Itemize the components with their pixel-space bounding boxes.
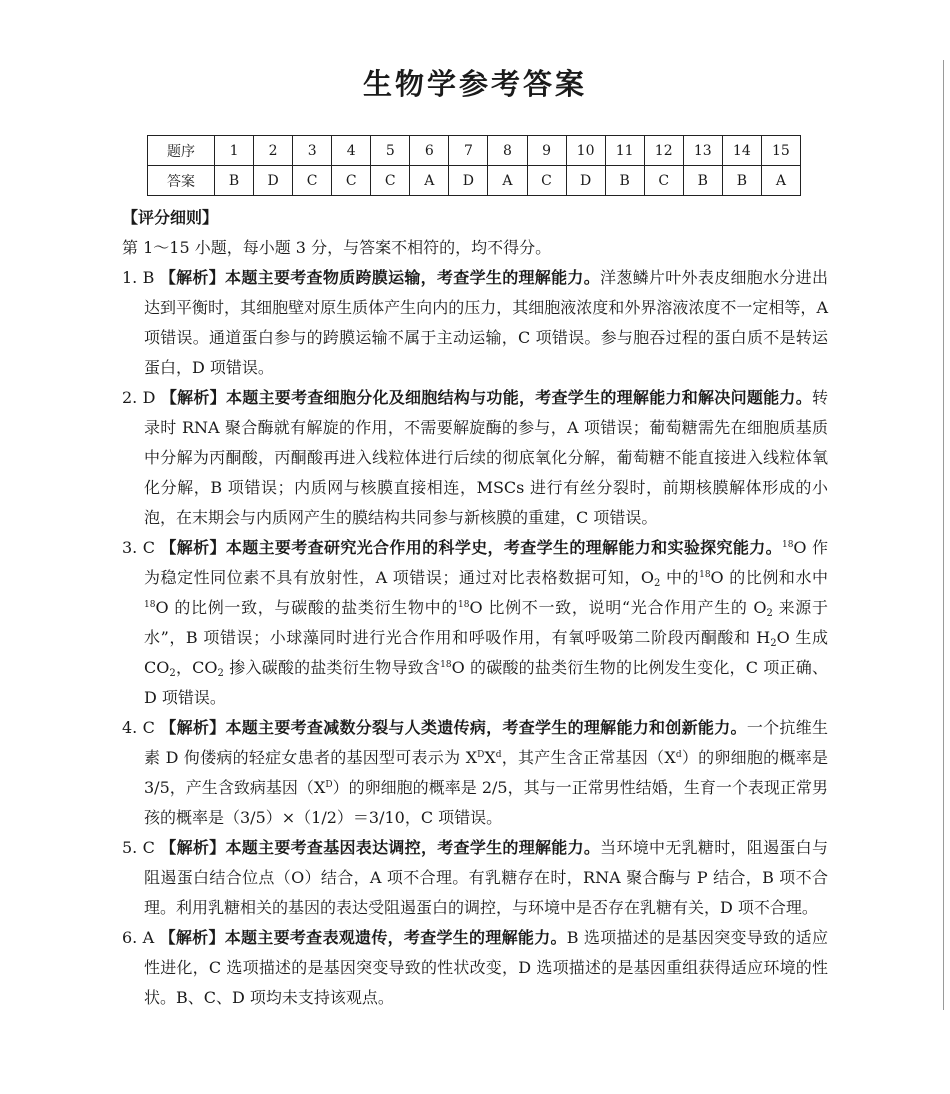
explanation-body: 洋葱鳞片叶外表皮细胞水分进出达到平衡时，其细胞壁对原生质体产生向内的压力，其细胞液浓度和外界溶液浓度不一定相等，A 项错误。通道蛋白参与的跨膜运输不属于主动运输，C 项错误。参与胞吞过程的蛋白质不是转运蛋白，D 项错误。 <box>144 268 828 377</box>
explanation-text: 作为稳定性同位素不具有放射性，A 项错误；通过对比表格数据可知，O <box>144 538 828 587</box>
explanation-q3: 3. C 【解析】本题主要考查研究光合作用的科学史，考查学生的理解能力和实验探究能力。$^{18}$O 作为稳定性同位素不具有放射性，A 项错误；通过对比表格数据可知，$O_2$ 中的$^{18}$O 的比例和水中$^{18}$O 的比例一致，与碳酸的盐类衍生物中的$^{18}$O 比例不一致，说明“光合作用产生的 $O_2$ 来源于水”，B 项错误；小球藻同时进行光合作用和呼吸作用，有氧呼吸第二阶段丙酮酸和 $H_2O$ 生成 $CO_2$，$CO_2$ 掺入碳酸的盐类衍生物导致含$^{18}$O 的碳酸的盐类衍生物的比例发生变化，C 项正确、D 项错误。 <box>122 538 829 707</box>
explanation-q5 <box>122 833 828 923</box>
answer-cell: C <box>293 166 332 196</box>
question-number: 12 <box>644 136 683 166</box>
analysis-tag: 【解析】 <box>159 928 225 947</box>
answer-cell: B <box>215 166 254 196</box>
question-number: 4 <box>332 136 371 166</box>
question-number-answer: 1. B <box>122 268 155 287</box>
analysis-tag: 【解析】 <box>160 718 226 737</box>
explanation-q6 <box>122 923 828 1013</box>
question-number: 14 <box>722 136 761 166</box>
focus-statement: 本题主要考查表观遗传，考查学生的理解能力。 <box>224 928 567 947</box>
question-number-answer: 3. C <box>122 538 155 557</box>
question-number: 2 <box>254 136 293 166</box>
scoring-rule: 第 1～15 小题，每小题 3 分，与答案不相符的，均不得分。 <box>122 238 552 257</box>
page-title: 生物学参考答案 <box>362 67 587 101</box>
question-number: 9 <box>527 136 566 166</box>
page-bottom-blank <box>0 1012 950 1094</box>
question-number-answer: 5. C <box>122 838 155 857</box>
answer-cell: C <box>332 166 371 196</box>
question-number: 8 <box>488 136 527 166</box>
analysis-tag: 【解析】 <box>160 388 226 407</box>
row-label-number: 题序 <box>148 136 215 166</box>
question-number: 7 <box>449 136 488 166</box>
answer-cell: C <box>371 166 410 196</box>
answer-table <box>147 135 801 196</box>
question-number-answer: 4. C <box>122 718 155 737</box>
answer-cell: D <box>566 166 605 196</box>
section-header: 【评分细则】 <box>122 208 219 227</box>
answer-cell: D <box>449 166 488 196</box>
question-number-answer: 2. D <box>122 388 156 407</box>
explanation-q2 <box>122 383 828 533</box>
analysis-tag: 【解析】 <box>160 538 226 557</box>
focus-statement: 本题主要考查研究光合作用的科学史，考查学生的理解能力和实验探究能力。 <box>225 538 782 557</box>
explanation-q1 <box>122 263 828 383</box>
explanations <box>122 203 828 1013</box>
focus-statement: 本题主要考查细胞分化及细胞结构与功能，考查学生的理解能力和解决问题能力。 <box>225 388 812 407</box>
explanation-body: 当环境中无乳糖时，阻遏蛋白与阻遏蛋白结合位点（O）结合，A 项不合理。有乳糖存在时，RNA 聚合酶与 P 结合，B 项不合理。利用乳糖相关的基因的表达受阻遏蛋白的调控，与环境中是否存在乳糖有关，D 项不合理。 <box>144 838 828 917</box>
question-number: 15 <box>761 136 800 166</box>
question-number-answer: 6. A <box>122 928 155 947</box>
question-number: 3 <box>293 136 332 166</box>
answer-cell: B <box>722 166 761 196</box>
answer-cell: B <box>605 166 644 196</box>
question-number: 10 <box>566 136 605 166</box>
question-number-row <box>148 136 801 166</box>
explanation-body: 转录时 RNA 聚合酶就有解旋的作用，不需要解旋酶的参与，A 项错误；葡萄糖需先在细胞质基质中分解为丙酮酸，丙酮酸再进入线粒体进行后续的彻底氧化分解，葡萄糖不能直接进入线粒体氧化分解，B 项错误；内质网与核膜直接相连，MSCs 进行有丝分裂时，前期核膜解体形成的小泡，在末期会与内质网产生的膜结构共同参与新核膜的重建，C 项错误。 <box>144 388 828 527</box>
question-number: 11 <box>605 136 644 166</box>
isotope-mass-number: 18 <box>781 540 794 550</box>
row-label-answer: 答案 <box>148 166 215 196</box>
answer-row <box>148 166 801 196</box>
answer-cell: D <box>254 166 293 196</box>
question-number: 13 <box>683 136 722 166</box>
explanation-q4: 4. C 【解析】本题主要考查减数分裂与人类遗传病，考查学生的理解能力和创新能力。一个抗维生素 D 佝偻病的轻症女患者的基因型可表示为 $X^DX^d$，其产生含正常基因$(X^d)$的卵细胞的概率是 3/5，产生含致病基因$(X^D)$的卵细胞的概率是 2/5，其与一正常男性结婚，生育一个表现正常男孩的概率是（3/5）×（1/2）＝3/10，C 项错误。 <box>122 718 828 827</box>
focus-statement: 本题主要考查减数分裂与人类遗传病，考查学生的理解能力和创新能力。 <box>225 718 747 737</box>
answer-cell: B <box>683 166 722 196</box>
answer-cell: A <box>761 166 800 196</box>
answer-cell: A <box>410 166 449 196</box>
analysis-tag: 【解析】 <box>159 268 226 287</box>
page-edge-line <box>943 60 944 1010</box>
explanation-text: 一个抗维生素 D 佝偻病的轻症女患者的基因型可表示为 X <box>144 718 828 767</box>
focus-statement: 本题主要考查物质跨膜运输，考查学生的理解能力。 <box>225 268 601 287</box>
analysis-tag: 【解析】 <box>160 838 226 857</box>
answer-cell: C <box>644 166 683 196</box>
question-number: 5 <box>371 136 410 166</box>
explanation-body: B 选项描述的是基因突变导致的适应性进化，C 选项描述的是基因突变导致的性状改变，D 选项描述的是基因重组获得适应环境的性状。B、C、D 项均未支持该观点。 <box>144 928 828 1007</box>
question-number: 6 <box>410 136 449 166</box>
question-number: 1 <box>215 136 254 166</box>
answer-cell: C <box>527 166 566 196</box>
answer-cell: A <box>488 166 527 196</box>
focus-statement: 本题主要考查基因表达调控，考查学生的理解能力。 <box>225 838 601 857</box>
